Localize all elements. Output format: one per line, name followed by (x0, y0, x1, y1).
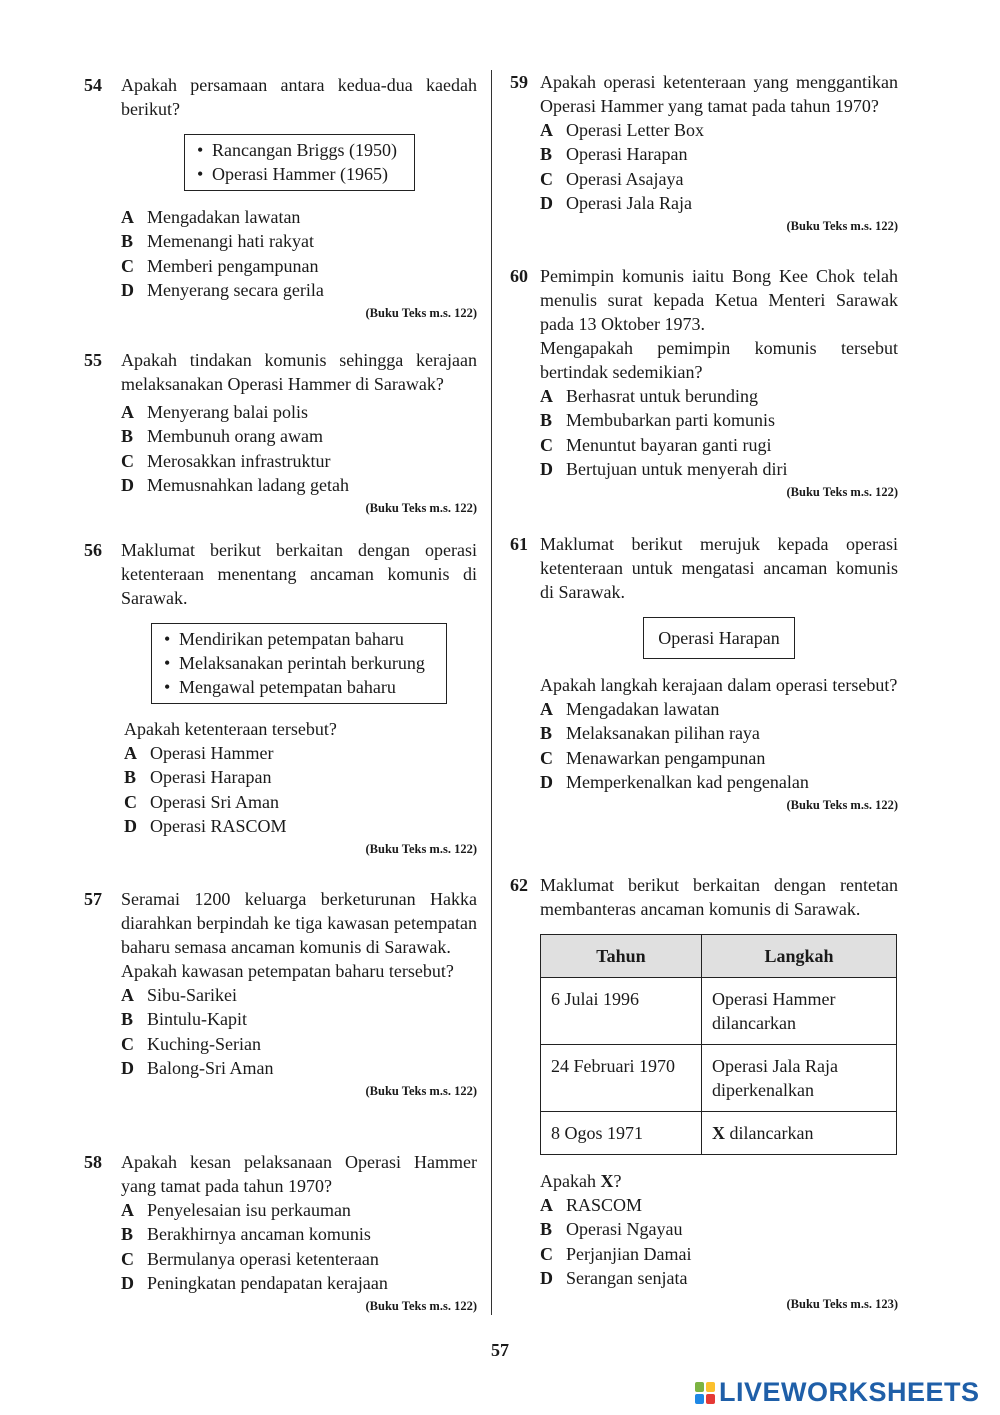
options-list (121, 205, 477, 302)
option-c[interactable]: C Perjanjian Damai (540, 1243, 692, 1264)
table-cell (702, 1112, 897, 1155)
question-stem: Pemimpin komunis iaitu Bong Kee Chok telah menulis surat kepada Ketua Menteri Sarawak pada 13 Oktober 1973. (540, 266, 898, 334)
question-60 (510, 264, 898, 500)
table-cell: Operasi Hammer dilancarkan (702, 978, 897, 1045)
question-59 (510, 70, 898, 234)
question-number: 60 (510, 266, 528, 286)
info-item: • Mengawal petempatan baharu (164, 675, 436, 699)
question-number: 55 (84, 350, 102, 370)
table-header: Tahun (541, 935, 702, 978)
info-item: • Mendirikan petempatan baharu (164, 627, 436, 651)
question-number: 61 (510, 534, 528, 554)
table-header-row (541, 935, 897, 978)
option-d[interactable]: D Menyerang secara gerila (121, 279, 324, 300)
option-b[interactable]: B Berakhirnya ancaman komunis (121, 1224, 371, 1245)
question-number: 54 (84, 75, 102, 95)
textbook-reference: (Buku Teks m.s. 122) (786, 485, 898, 500)
option-a[interactable]: A Sibu-Sarikei (121, 985, 237, 1005)
question-56 (84, 538, 477, 857)
textbook-reference: (Buku Teks m.s. 122) (365, 842, 477, 857)
option-a[interactable]: A Menyerang balai polis (121, 402, 308, 422)
option-b[interactable]: B Operasi Harapan (540, 144, 688, 165)
textbook-reference: (Buku Teks m.s. 123) (786, 1297, 898, 1312)
options-list (540, 118, 898, 215)
question-number: 62 (510, 875, 528, 895)
page-number: 57 (491, 1340, 509, 1360)
question-number: 59 (510, 72, 528, 92)
textbook-reference: (Buku Teks m.s. 122) (365, 306, 477, 321)
info-item: • Rancangan Briggs (1950) (197, 138, 404, 162)
info-box (151, 623, 447, 704)
option-d[interactable]: D Balong-Sri Aman (121, 1057, 274, 1078)
question-prompt: Apakah X? (540, 1171, 622, 1191)
table-row (541, 1045, 897, 1112)
question-number: 58 (84, 1152, 102, 1172)
column-divider (491, 70, 492, 1315)
question-stem: Apakah tindakan komunis sehingga kerajaan melaksanakan Operasi Hammer di Sarawak? (121, 350, 477, 394)
question-prompt: Apakah ketenteraan tersebut? (124, 719, 337, 739)
question-54 (84, 73, 477, 321)
option-c[interactable]: C Operasi Sri Aman (124, 791, 279, 812)
table-row (541, 1112, 897, 1155)
option-d[interactable]: D Operasi Jala Raja (540, 192, 692, 213)
unknown-x-label: X (712, 1123, 725, 1143)
question-stem: Seramai 1200 keluarga berketurunan Hakka diarahkan berpindah ke tiga kawasan petempatan baharu semasa ancaman komunis di Sarawak. (121, 889, 477, 957)
option-d[interactable]: D Bertujuan untuk menyerah diri (540, 458, 788, 479)
option-d[interactable]: D Peningkatan pendapatan kerajaan (121, 1272, 388, 1293)
table-cell: 24 Februari 1970 (541, 1045, 702, 1112)
option-b[interactable]: B Membubarkan parti komunis (540, 410, 775, 431)
question-61 (510, 532, 898, 813)
options-list (540, 697, 898, 794)
logo-square (706, 1382, 715, 1392)
option-c[interactable]: C Menuntut bayaran ganti rugi (540, 434, 772, 455)
options-list (121, 400, 477, 497)
option-c[interactable]: C Bermulanya operasi ketenteraan (121, 1248, 379, 1269)
question-stem: Apakah persamaan antara kedua-dua kaedah berikut? (121, 75, 477, 119)
table-header: Langkah (702, 935, 897, 978)
option-d[interactable]: D Serangan senjata (540, 1267, 688, 1288)
option-b[interactable]: B Membunuh orang awam (121, 426, 323, 447)
option-a[interactable]: A Berhasrat untuk berunding (540, 386, 758, 406)
question-55 (84, 348, 477, 516)
question-stem: Apakah operasi ketenteraan yang menggantikan Operasi Hammer yang tamat pada tahun 1970? (540, 72, 898, 116)
liveworksheets-brand[interactable] (695, 1377, 980, 1408)
option-c[interactable]: C Menawarkan pengampunan (540, 747, 766, 768)
textbook-reference: (Buku Teks m.s. 122) (786, 798, 898, 813)
option-c[interactable]: C Operasi Asajaya (540, 168, 684, 189)
option-c[interactable]: C Memberi pengampunan (121, 255, 319, 276)
options-list (540, 1193, 898, 1290)
textbook-reference: (Buku Teks m.s. 122) (365, 501, 477, 516)
timeline-table (540, 934, 897, 1155)
option-a[interactable]: A Operasi Hammer (124, 743, 274, 763)
textbook-reference: (Buku Teks m.s. 122) (786, 219, 898, 234)
option-b[interactable]: B Operasi Harapan (124, 767, 272, 788)
question-prompt: Apakah kawasan petempatan baharu tersebut? (121, 961, 454, 981)
logo-square (695, 1382, 704, 1392)
table-row (541, 978, 897, 1045)
option-c[interactable]: C Kuching-Serian (121, 1033, 261, 1054)
question-stem: Apakah kesan pelaksanaan Operasi Hammer yang tamat pada tahun 1970? (121, 1152, 477, 1196)
option-a[interactable]: A Mengadakan lawatan (121, 207, 301, 227)
question-stem: Maklumat berikut merujuk kepada operasi ketenteraan untuk mengatasi ancaman komunis di Sarawak. (540, 534, 898, 602)
options-list (121, 983, 477, 1080)
question-prompt: Mengapakah pemimpin komunis tersebut bertindak sedemikian? (540, 338, 898, 382)
option-b[interactable]: B Bintulu-Kapit (121, 1009, 247, 1030)
option-a[interactable]: A Operasi Letter Box (540, 120, 704, 140)
option-d[interactable]: D Memperkenalkan kad pengenalan (540, 771, 809, 792)
question-number: 56 (84, 540, 102, 560)
brand-text: LIVEWORKSHEETS (719, 1377, 980, 1407)
info-item: • Operasi Hammer (1965) (197, 162, 404, 186)
info-item: • Melaksanakan perintah berkurung (164, 651, 436, 675)
option-b[interactable]: B Melaksanakan pilihan raya (540, 723, 760, 744)
table-cell: 6 Julai 1996 (541, 978, 702, 1045)
options-list (121, 1198, 477, 1295)
option-d[interactable]: D Operasi RASCOM (124, 815, 287, 836)
question-57 (84, 887, 477, 1099)
option-a[interactable]: A RASCOM (540, 1195, 643, 1215)
option-a[interactable]: A Penyelesaian isu perkauman (121, 1200, 351, 1220)
table-cell-text: dilancarkan (729, 1123, 814, 1143)
options-list (540, 384, 898, 481)
question-stem: Maklumat berikut berkaitan dengan rentetan membanteras ancaman komunis di Sarawak. (540, 875, 898, 919)
question-number: 57 (84, 889, 102, 909)
question-62 (510, 873, 898, 1312)
liveworksheets-logo-icon (695, 1382, 715, 1404)
logo-square (695, 1394, 704, 1404)
info-box: Operasi Harapan (643, 617, 795, 659)
options-list (124, 741, 477, 838)
textbook-reference: (Buku Teks m.s. 122) (365, 1299, 477, 1314)
info-box (184, 134, 415, 191)
option-b[interactable]: B Operasi Ngayau (540, 1219, 683, 1240)
question-stem: Maklumat berikut berkaitan dengan operasi ketenteraan menentang ancaman komunis di Sarawak. (121, 540, 477, 608)
table-cell: Operasi Jala Raja diperkenalkan (702, 1045, 897, 1112)
option-a[interactable]: A Mengadakan lawatan (540, 699, 720, 719)
question-prompt: Apakah langkah kerajaan dalam operasi tersebut? (540, 675, 898, 695)
option-c[interactable]: C Merosakkan infrastruktur (121, 450, 331, 471)
option-d[interactable]: D Memusnahkan ladang getah (121, 474, 349, 495)
table-cell: 8 Ogos 1971 (541, 1112, 702, 1155)
textbook-reference: (Buku Teks m.s. 122) (365, 1084, 477, 1099)
logo-square (706, 1394, 715, 1404)
question-58 (84, 1150, 477, 1314)
option-b[interactable]: B Memenangi hati rakyat (121, 231, 314, 252)
